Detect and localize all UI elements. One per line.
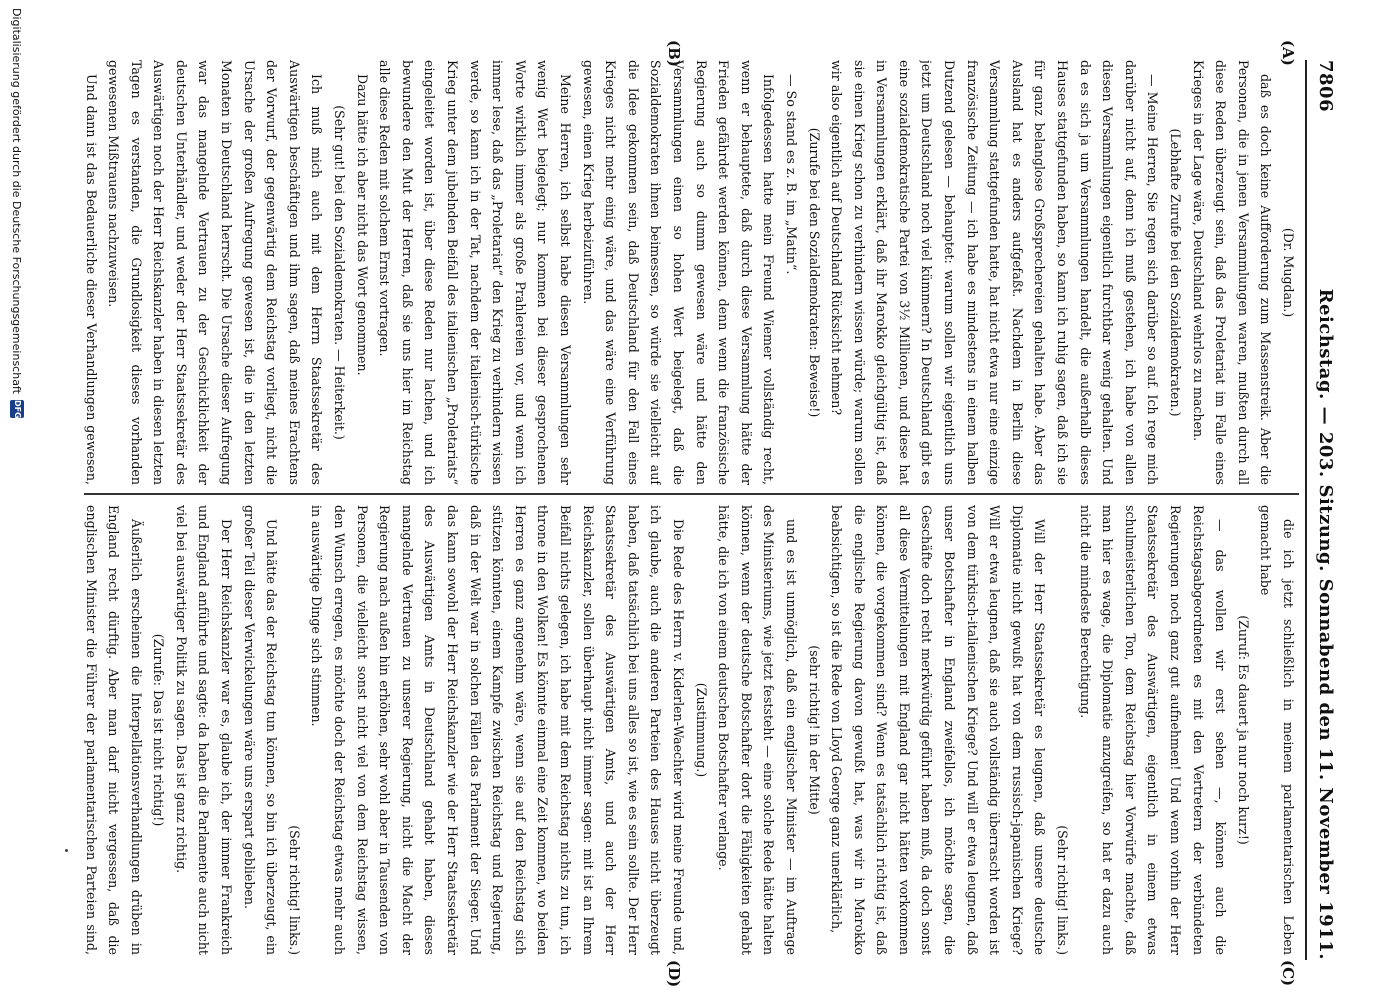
margin-mark-a: (A) — [1279, 40, 1297, 66]
interjection: (Zuruf: Es dauert ja nur noch kurz!) — [1235, 615, 1251, 845]
interjection: (Zurufe bei den Sozialdemokraten: Beweise!) — [806, 127, 822, 418]
left-column — [79, 60, 1299, 485]
paragraph: Und hätte das der Reichstag tun können, so bin ich überzeugt, ein großer Teil dieser Verwickelungen wäre uns erspart geblieben. — [241, 505, 280, 955]
paragraph: Und dann ist das Bedauerliche dieser Verhandlungen gewesen, — [83, 74, 99, 485]
paragraph: — das wollen wir erst sehen —, können auch die Reichstagsabgeordneten es mit den Vertretern der verbündeten Regierungen noch ganz gut aufnehmen! Und wenn vorhin der Herr Staatssekretär des Auswärtigen, eigentlich in einem etwas schulmeisterlichen Ton, dem Reichstag hier Vorwürfe machte, daß man hier es wage, die Diplomatie anzugreifen, so hat er dazu auch nicht die mindeste Berechtigung. — [1077, 505, 1229, 955]
column-divider — [84, 493, 1299, 495]
interjection: (Sehr gut! bei den Sozialdemokraten. — Heiterkeit.) — [332, 105, 348, 440]
page-title: Reichstag. — 203. Sitzung. Sonnabend den 11. November 1911. — [1315, 288, 1337, 960]
paragraph: und es ist unmöglich, daß ein englischer Minister — im Auftrage des Ministeriums, wie jetzt feststeht — eine solche Rede hätte halten können, wenn der deutsche Botschafter dort die Fähigkeiten gehabt hätte, die ich von einem deutschen Botschafter verlange. — [716, 505, 799, 955]
right-column — [79, 505, 1299, 955]
paragraph: Will der Herr Staatssekretär es leugnen, daß unsere deutsche Diplomatie nicht gewußt hat von dem russisch-japanischen Kriege? Will er etwa leugnen, daß sie auch vollständig überrascht worden ist von dem türkisch-italienischen Kriege? Und will er etwa leugnen, daß unser Botschafter in England zweifellos, ich möchte sagen, die Geschäfte doch recht merkwürdig geführt haben muß, da doch sonst all diese Vermittelungen mit England gar nicht hätten vorkommen können, die vorgekommen sind? Wenn es tatsächlich richtig ist, daß die englische Regierung davon gewußt hat, was wir in Marokko beabsichtigen, so ist die Rede von Lloyd George ganz unerklärlich, — [829, 505, 1048, 955]
margin-mark-b: (B) — [665, 40, 683, 67]
paragraph: Dazu hätte ich aber nicht das Wort genommen. — [354, 74, 370, 376]
paragraph: — So stand es z. B. im „Matin“. — [783, 74, 799, 275]
page-number: 7806 — [1315, 60, 1337, 113]
paragraph: Die Rede des Herrn v. Kiderlen-Waechter wird meine Freunde und, ich glaube, auch die anderen Parteien des Hauses nicht überzeugt haben, daß tatsächlich bei uns alles so ist, wie es sein sollte. Der Herr Staatssekretär des Auswärtigen Amts, und auch der Herr Reichskanzler, sollen überhaupt nicht immer sagen: mit ist an Ihrem Beifall nichts gelegen, ich habe mit dem Reichstag nichts zu tun, ich throne in den Wolken! Es könnte einmal eine Zeit kommen, wo beiden Herren es ganz angenehm wäre, wenn sie auf den Reichstag sich stützen könnten, einem Kampfe zwischen Reichstag und Regierung, daß in der Welt war in solchen Fällen das Parlament der Sieger. Und das kann sowohl der Herr Reichskanzler wie der Herr Staatssekretär des Auswärtigen Amts in Deutschland gehabt haben, dieses mangelnde Vertrauen zu unserer Regierung, nicht die Macht der Regierung nach außen hin erhöhen, sehr wohl aber in Tausenden von Personen, die vielleicht sonst nicht viel von dem Reichstag wissen, den Wunsch erregen, es möchte doch der Reichstag etwas mehr auch in auswärtige Dinge sich stimmen. — [309, 505, 686, 955]
interjection: (sehr richtig! in der Mitte) — [806, 645, 822, 815]
header-rule — [1305, 60, 1307, 960]
speaker-label: (Dr. Mugdan.) — [1281, 227, 1296, 318]
paragraph: Infolgedessen hatte mein Freund Wiemer vollständig recht, wenn er behauptete, daß durch diese Versammlung hätte der Frieden gefährdet werden können, denn wenn die französische Regierung auch so dumm gewesen wäre und hätte den Versammlungen einen so hohen Wert beigelegt, daß die Sozialdemokraten ihnen beimessen, so würde sie vielleicht auf die Idee gekommen sein, daß Deutschland für den Fall eines Krieges nicht mehr einig wäre, und das wäre eine Verführung gewesen, einen Krieg herbeizuführen. — [580, 60, 777, 485]
page-header — [1311, 60, 1341, 960]
interjection: (Zustimmung.) — [693, 682, 709, 778]
interjection: (Sehr richtig! links.) — [286, 825, 302, 955]
paragraph: — Meine Herren, Sie regen sich darüber so auf. Ich rege mich darüber nicht auf, denn ich muß gestehen, ich habe von allen diesen Versammlungen eigentlich furchtbar wenig gehalten. Und da es sich ja um Versammlungen handelt, die außerhalb dieses Hauses stattgefunden haben, so kann ich ruhig sagen, daß ich sie für ganz belanglose Großsprechereien gehalten habe. Aber das Ausland hat es anders aufgefaßt. Nachdem in Berlin diese Versammlung stattgefunden hatte, hat nicht etwa nur eine einzige französische Zeitung — ich habe es mindestens in einem halben Dutzend gelesen — behauptet: warum sollen wir eigentlich uns jetzt um Deutschland noch viel kümmern? In Deutschland gibt es eine sozialdemokratische Partei von 3½ Millionen, und diese hat in Versammlungen erklärt, daß ihr Marokko gleichgültig ist, daß sie einen Krieg schon zu verhindern wissen würde; warum sollen wir also eigentlich auf Deutschland Rücksicht nehmen? — [829, 60, 1161, 485]
digitization-credit — [7, 0, 27, 1008]
dfg-logo-icon: DFG — [10, 400, 24, 418]
paragraph: Ich muß mich auch mit dem Herrn Staatssekretär des Auswärtigen beschäftigen und ihm sagen, daß meines Erachtens der Vorwurf, der gegenwärtig dem Reichstag vorliegt, nicht die Ursache der großen Aufregung gewesen ist, die in den letzten Monaten in Deutschland herrscht. Die Ursache dieser Aufregung war das mangelnde Vertrauen zu der Geschicklichkeit der deutschen Unterhändler, und weder der Herr Staatssekretär des Auswärtigen noch der Herr Reichskanzler haben in diesen letzten Tagen es verstanden, die Grundlosigkeit dieses vorhanden gewesenen Mißtrauens nachzuweisen. — [106, 60, 325, 485]
credit-text: Digitalisierung gefördert durch die Deutsche Forschungsgemeinschaft — [10, 8, 24, 394]
paragraph: die ich jetzt schließlich in meinem parlamentarischen Leben gemacht habe — [1258, 505, 1296, 955]
paragraph: daß es doch keine Aufforderung zum Massenstreik. Aber die Personen, die in jenen Versammlungen waren, mußten durch all diese Reden überzeugt sein, daß das Proletariat im Falle eines Krieges in der Lage wäre, Deutschland wehrlos zu machen. — [1190, 60, 1274, 485]
interjection: (Lebhafte Zurufe bei den Sozialdemokraten.) — [1168, 128, 1184, 417]
margin-mark-d: (D) — [665, 960, 683, 988]
stray-dot — [65, 849, 68, 852]
paragraph: Der Herr Reichskanzler war es, glaube ich, der immer Frankreich und England anführte und sagte: da haben die Parlamente auch nicht viel bei auswärtiger Politik zu sagen. Das ist ganz richtig. — [173, 505, 235, 955]
paragraph: Äußerlich erscheinen die Interpellationsverhandlungen drüben in England recht dürftig. Aber man darf nicht vergessen, daß die englischen Minister die Führer der parlamentarischen Parteien sind, — [83, 505, 144, 955]
interjection: (Zurufe: Das ist nicht richtig!) — [151, 633, 167, 827]
interjection: (Sehr richtig! links.) — [1055, 825, 1071, 955]
paragraph: Meine Herren, ich selbst habe diesen Versammlungen sehr wenig Wert beigelegt; nur kommen bei dieser gesprochenen Worte wirklich immer als große Prahlereien vor, und wenn ich immer lese, daß das „Proletariat“ den Krieg zu verhindern wissen werde, so kann ich in der Tat, nachdem der italienisch-türkische Krieg unter dem jubelnden Beifall des italienischen „Proletariats“ eingeleitet worden ist, über diese Reden nur lachen, und ich bewundere den Mut der Herren, daß sie uns hier im Reichstag alle diese Reden mit solchem Ernst vortragen. — [377, 60, 573, 485]
margin-mark-c: (C) — [1279, 960, 1297, 987]
